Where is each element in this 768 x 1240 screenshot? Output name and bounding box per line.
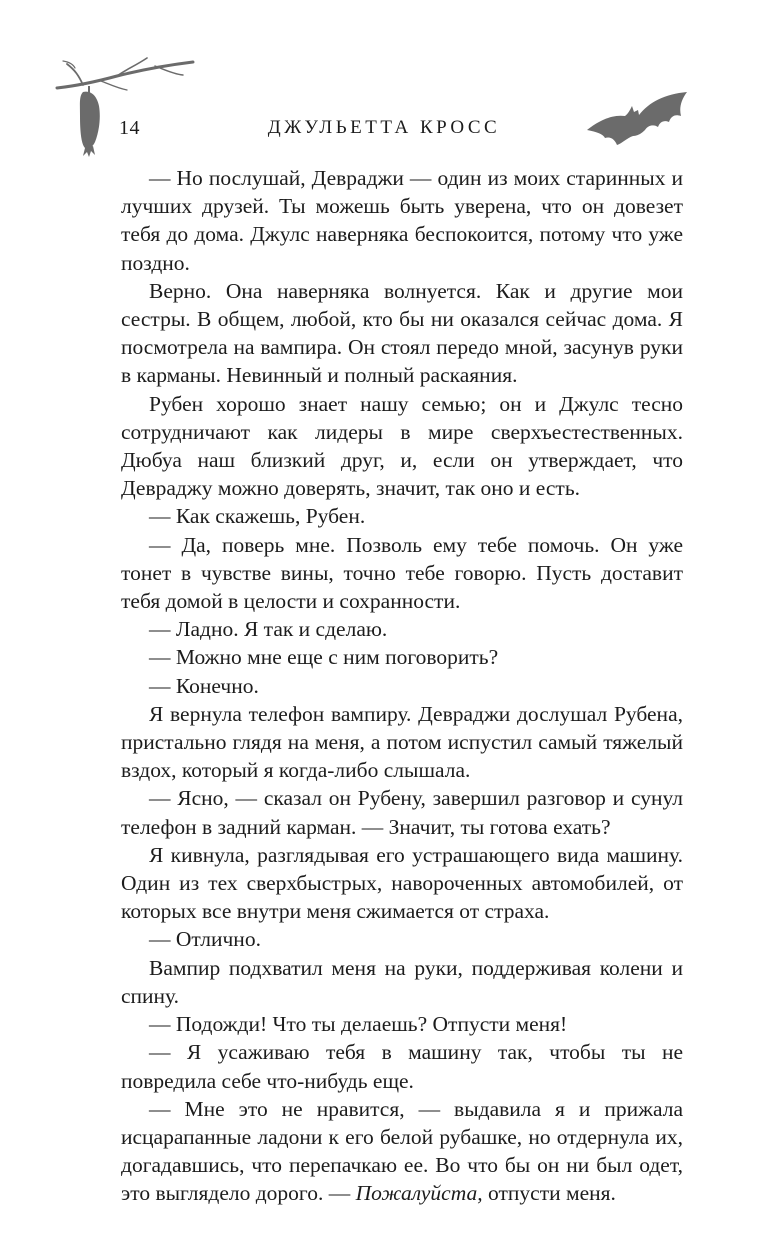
running-title: ДЖУЛЬЕТТА КРОСС (267, 117, 501, 138)
paragraph: Верно. Она наверняка волнуется. Как и другие мои сестры. В общем, любой, кто бы ни оказался сейчас дома. Я посмотрела на вампира. Он стоял передо мной, засунув руки в карманы. Невинный и полный раскаяния. (121, 278, 683, 388)
paragraph: Я вернула телефон вампиру. Девраджи дослушал Рубена, пристально глядя на меня, а потом испустил самый тяжелый вздох, который я когда-либо слышала. (121, 701, 683, 783)
italic-emphasis: Пожалуйста, (355, 1181, 483, 1206)
paragraph: — Ладно. Я так и сделаю. (149, 617, 388, 642)
paragraph: Вампир подхватил меня на руки, поддерживая колени и спину. (121, 955, 683, 1008)
hanging-bat-branch-icon (55, 56, 195, 164)
paragraph: Рубен хорошо знает нашу семью; он и Джулс тесно сотрудничают как лидеры в мире сверхъестественных. Дюбуа наш близкий друг, и, если он утверждает, что Девраджу можно доверять, значит, так оно и есть. (121, 391, 683, 501)
paragraph: Я кивнула, разглядывая его устрашающего вида машину. Один из тех сверхбыстрых, навороченных автомобилей, от которых все внутри меня сжимается от страха. (121, 842, 683, 924)
paragraph: — Да, поверь мне. Позволь ему тебе помочь. Он уже тонет в чувстве вины, точно тебе говорю. Пусть доставит тебя домой в целости и сохранности. (121, 532, 683, 614)
paragraph: — Ясно, — сказал он Рубену, завершил разговор и сунул телефон в задний карман. — Значит, ты готова ехать? (121, 786, 683, 839)
paragraph: — Конечно. (149, 673, 259, 698)
body-text (121, 164, 683, 1208)
page-number: 14 (119, 117, 140, 139)
paragraph: — Отлично. (149, 927, 261, 952)
paragraph: — Подожди! Что ты делаешь? Отпусти меня! (149, 1012, 568, 1037)
paragraph: — Но послушай, Девраджи — один из моих старинных и лучших друзей. Ты можешь быть уверена, что он довезет тебя до дома. Джулс наверняка беспокоится, потому что уже поздно. (121, 166, 683, 275)
paragraph: — Я усаживаю тебя в машину так, чтобы ты не повредила себе что-нибудь еще. (121, 1040, 683, 1093)
paragraph: — Мне это не нравится, — выдавила я и прижала исцарапанные ладони к его белой рубашке, но отдернула их, догадавшись, что перепачкаю ее. Во что бы он ни был одет, это выглядело дорого. — Пожалуйста, отпусти меня. (121, 1096, 683, 1206)
paragraph: — Как скажешь, Рубен. (149, 504, 366, 529)
paragraph: — Можно мне еще с ним поговорить? (149, 645, 499, 670)
